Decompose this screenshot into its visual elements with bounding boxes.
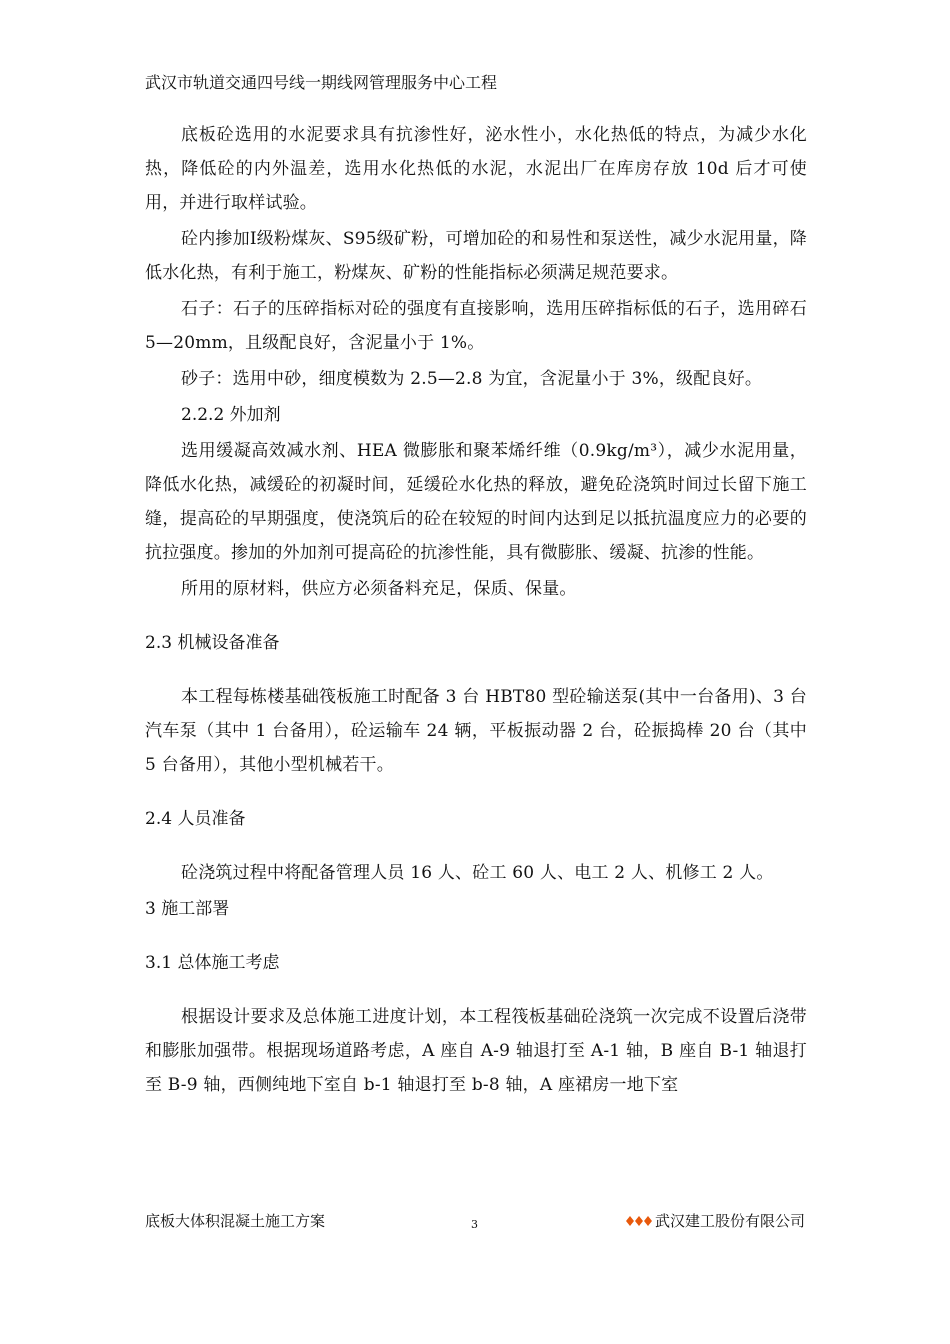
footer-document-title: 底板大体积混凝土施工方案 xyxy=(145,1212,326,1230)
paragraph-stone: 石子：石子的压碎指标对砼的强度有直接影响，选用压碎指标低的石子，选用碎石 5—20mm，且级配良好，含泥量小于 1%。 xyxy=(145,299,807,353)
page-header: 武汉市轨道交通四号线一期线网管理服务中心工程 xyxy=(145,73,498,92)
heading-machinery: 2.3 机械设备准备 xyxy=(145,633,280,653)
paragraph-personnel: 砼浇筑过程中将配备管理人员 16 人、砼工 60 人、电工 2 人、机修工 2 人。 xyxy=(181,863,774,883)
footer-company-name: 武汉建工股份有限公司 xyxy=(654,1212,805,1230)
paragraph-materials-supply: 所用的原材料，供应方必须备料充足，保质、保量。 xyxy=(181,579,577,599)
footer-company xyxy=(626,1210,805,1231)
paragraph-admixture: 选用缓凝高效减水剂、HEA 微膨胀和聚苯烯纤维（0.9kg/m³），减少水泥用量，降低水化热，减缓砼的初凝时间，延缓砼水化热的释放，避免砼浇筑时间过长留下施工缝，提高砼的早期强度，使浇筑后的砼在较短的时间内达到足以抵抗温度应力的必要的抗拉强度。掺加的外加剂可提高砼的抗渗性能，具有微膨胀、缓凝、抗渗的性能。 xyxy=(145,441,807,563)
paragraph-cement: 底板砼选用的水泥要求具有抗渗性好，泌水性小，水化热低的特点，为减少水化热，降低砼的内外温差，选用水化热低的水泥，水泥出厂在库房存放 10d 后才可使用，并进行取样试验。 xyxy=(145,125,807,213)
page-number: 3 xyxy=(471,1218,478,1231)
company-logo-icon xyxy=(626,1214,652,1228)
document-body xyxy=(145,118,807,1104)
paragraph-machinery: 本工程每栋楼基础筏板施工时配备 3 台 HBT80 型砼输送泵(其中一台备用)、3 台汽车泵（其中 1 台备用），砼运输车 24 辆，平板振动器 2 台，砼振捣棒 20 台（其中 5 台备用），其他小型机械若干。 xyxy=(145,687,807,775)
paragraph-fly-ash: 砼内掺加Ⅰ级粉煤灰、S95级矿粉，可增加砼的和易性和泵送性，减少水泥用量，降低水化热，有利于施工，粉煤灰、矿粉的性能指标必须满足规范要求。 xyxy=(145,229,807,283)
heading-admixture: 2.2.2 外加剂 xyxy=(181,405,281,425)
heading-personnel: 2.4 人员准备 xyxy=(145,809,246,829)
paragraph-overall-plan: 根据设计要求及总体施工进度计划，本工程筏板基础砼浇筑一次完成不设置后浇带和膨胀加强带。根据现场道路考虑，A 座自 A-9 轴退打至 A-1 轴，B 座自 B-1 轴退打至 B-9 轴，西侧纯地下室自 b-1 轴退打至 b-8 轴，A 座裙房一地下室 xyxy=(145,1007,807,1095)
page-footer xyxy=(145,1210,805,1236)
heading-construction-deployment: 3 施工部署 xyxy=(145,899,230,919)
paragraph-sand: 砂子：选用中砂，细度模数为 2.5—2.8 为宜，含泥量小于 3%，级配良好。 xyxy=(181,369,763,389)
heading-overall-considerations: 3.1 总体施工考虑 xyxy=(145,953,280,973)
